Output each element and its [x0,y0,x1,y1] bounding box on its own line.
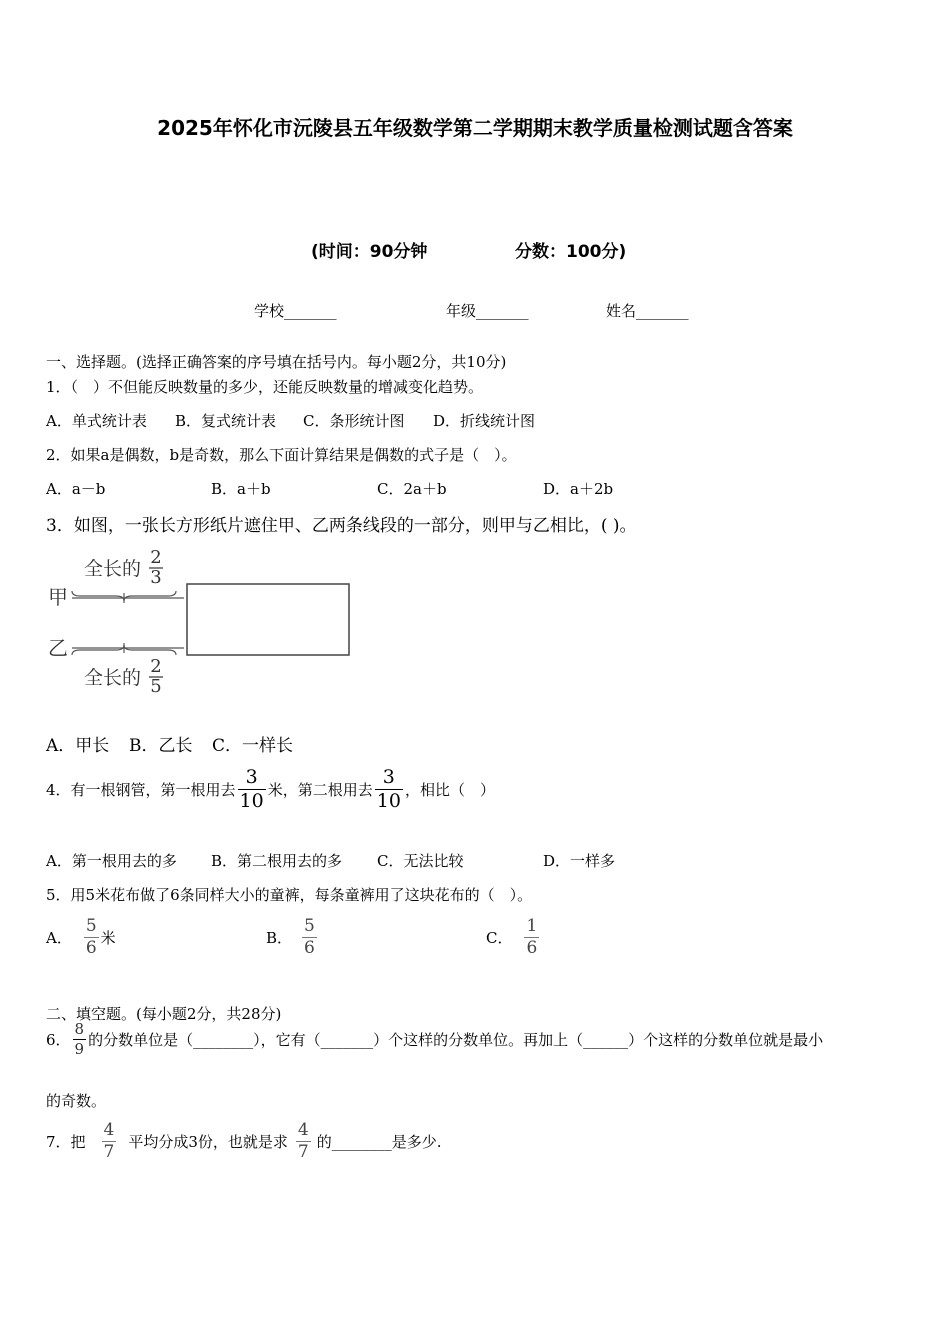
q6-line1 [46,1022,823,1057]
q5-c-den: 6 [526,938,538,958]
q7-fraction-1 [102,1122,117,1161]
q4-suffix: ，相比（ ） [404,781,495,799]
top-label: 全长的 [84,558,142,580]
q7-fraction-2 [296,1122,311,1161]
q7-mid: 平均分成3份，也就是求 [128,1133,288,1151]
q2-option-d: D．a＋2b [543,480,614,498]
q3-option-c: C．一样长 [212,736,294,756]
paper-rectangle [187,584,349,655]
q4-option-d: D．一样多 [543,852,616,870]
school-field: 学校_______ [254,302,337,320]
q7-frac2-den: 7 [297,1142,309,1162]
name-field: 姓名_______ [606,302,689,320]
label-yi: 乙 [48,636,68,660]
q1-option-d: D．折线统计图 [433,412,536,430]
q2-option-b: B．a＋b [211,480,271,498]
q1-option-b: B．复式统计表 [175,412,277,430]
q1-option-c: C．条形统计图 [303,412,405,430]
q2-option-a: A．a－b [46,480,106,498]
q6-fraction [73,1022,87,1057]
top-den: 3 [150,567,162,588]
q5-option-a [46,918,116,957]
q5-option-c-label: C． [486,929,513,947]
q4-frac2-den: 10 [376,790,401,812]
q4-fraction-1 [238,768,266,811]
q4-line [46,768,495,811]
q2-text: 2．如果a是偶数，b是奇数，那么下面计算结果是偶数的式子是（ ）。 [46,446,517,464]
q5-a-num: 5 [85,916,97,936]
q5-c-num: 1 [526,916,538,936]
q3-figure [46,545,351,715]
q4-frac1-num: 3 [245,766,258,788]
q1-option-a: A．单式统计表 [46,412,147,430]
q4-frac1-den: 10 [239,790,264,812]
q4-fraction-2 [375,768,403,811]
exam-time: (时间：90分钟 [311,242,428,262]
page-title: 2025年怀化市沅陵县五年级数学第二学期期末教学质量检测试题含答案 [157,116,793,140]
q5-b-num: 5 [304,916,315,936]
q4-option-b: B．第二根用去的多 [211,852,343,870]
q3-option-b: B．乙长 [129,736,193,756]
q4-mid: 米，第二根用去 [267,781,373,799]
q1-text: 1．（ ）不但能反映数量的多少，还能反映数量的增减变化趋势。 [46,378,484,396]
q7-prefix: 7．把 [46,1133,86,1151]
q7-frac1-den: 7 [103,1142,115,1162]
q4-frac2-num: 3 [382,766,395,788]
q6-frac-num: 8 [74,1020,85,1038]
q5-option-c [486,918,541,957]
q4-prefix: 4．有一根钢管，第一根用去 [46,781,236,799]
top-num: 2 [150,547,162,568]
q4-option-c: C．无法比较 [377,852,464,870]
q5-option-b-label: B． [266,929,293,947]
q5-text: 5．用5米花布做了6条同样大小的童裤，每条童裤用了这块花布的（ ）。 [46,886,533,904]
q6-line2: 的奇数。 [46,1092,107,1110]
grade-field: 年级_______ [446,302,529,320]
q5-a-den: 6 [85,938,97,958]
q5-option-b [266,918,319,957]
exam-score: 分数：100分) [515,242,627,262]
q5-option-c-fraction [524,918,539,957]
q4-option-a: A．第一根用去的多 [46,852,177,870]
q7-suffix: 的________是多少. [316,1133,442,1151]
q7-frac1-num: 4 [103,1120,115,1140]
section2-heading: 二、填空题。(每小题2分，共28分) [46,1005,282,1023]
bottom-den: 5 [150,676,162,697]
q5-option-a-unit: 米 [100,929,116,947]
bottom-label: 全长的 [84,667,142,689]
q5-option-a-fraction [84,918,99,957]
q3-option-a: A．甲长 [46,736,110,756]
q5-option-b-fraction [302,918,317,957]
q5-option-a-label: A． [46,929,72,947]
q3-text: 3．如图，一张长方形纸片遮住甲、乙两条线段的一部分，则甲与乙相比，( )。 [46,516,637,536]
q2-option-c: C．2a＋b [377,480,447,498]
q7-frac2-num: 4 [297,1120,309,1140]
q6-num: 6． [46,1031,71,1049]
q5-b-den: 6 [304,938,315,958]
q6-text: 的分数单位是（________），它有（_______）个这样的分数单位。再加上（______）个这样的分数单位就是最小 [88,1031,824,1049]
bottom-num: 2 [150,656,162,677]
section1-heading: 一、选择题。(选择正确答案的序号填在括号内。每小题2分，共10分) [46,353,507,371]
q7-line [46,1122,442,1161]
label-jia: 甲 [48,585,68,609]
q6-frac-den: 9 [74,1040,85,1058]
